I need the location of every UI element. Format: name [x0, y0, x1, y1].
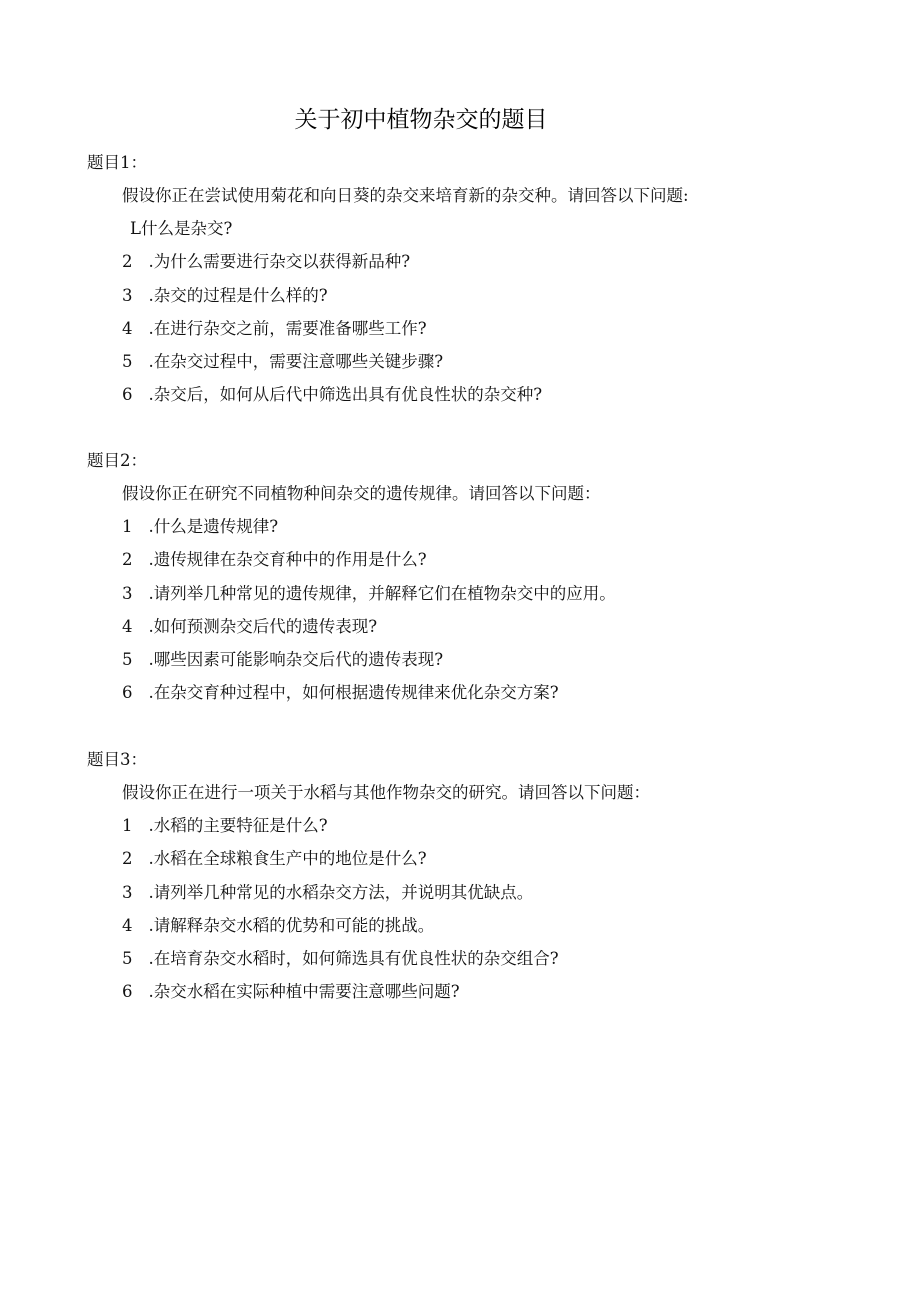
question-number: 4 [122, 616, 133, 636]
question-text: .请列举几种常见的水稻杂交方法，并说明其优缺点。 [148, 882, 534, 902]
question-number: 1 [122, 517, 133, 536]
question-item [122, 582, 616, 615]
question-list [122, 515, 616, 715]
question-item [122, 383, 542, 416]
document-title: 关于初中植物杂交的题目 [294, 107, 548, 133]
question-item [122, 847, 559, 880]
question-number: 5 [122, 352, 133, 372]
question-number: 4 [122, 915, 133, 935]
question-item [122, 814, 559, 847]
question-number: 3 [122, 583, 133, 603]
question-text: .水稻在全球粮食生产中的地位是什么? [148, 849, 427, 869]
question-number: 1 [122, 816, 133, 835]
question-number: 6 [122, 683, 133, 703]
question-number: 6 [122, 982, 133, 1002]
section-heading: 题目1： [87, 153, 147, 172]
question-text: .在杂交育种过程中，如何根据遗传规律来优化杂交方案? [148, 683, 559, 703]
question-text: .如何预测杂交后代的遗传表现? [148, 616, 378, 636]
section-heading: 题目2： [87, 451, 147, 470]
question-item [122, 881, 559, 914]
question-item [122, 914, 559, 947]
question-item [122, 681, 616, 714]
question-item [122, 548, 616, 581]
question-item [122, 250, 542, 283]
question-number: 2 [122, 550, 133, 570]
question-text: .杂交后，如何从后代中筛选出具有优良性状的杂交种? [148, 385, 543, 405]
question-text: .遗传规律在杂交育种中的作用是什么? [148, 550, 427, 570]
section-intro: 假设你正在研究不同植物种间杂交的遗传规律。请回答以下问题： [122, 484, 601, 503]
question-item [122, 515, 616, 548]
question-text: .在进行杂交之前，需要准备哪些工作? [148, 318, 427, 338]
question-number: 5 [122, 949, 133, 969]
question-text: .为什么需要进行杂交以获得新品种? [148, 252, 411, 272]
question-list [122, 217, 542, 417]
question-text: .哪些因素可能影响杂交后代的遗传表现? [148, 650, 444, 670]
section-heading: 题目3： [87, 750, 147, 769]
question-text: .在杂交过程中，需要注意哪些关键步骤? [148, 352, 444, 372]
question-text: L什么是杂交? [130, 219, 233, 238]
question-list [122, 814, 559, 1014]
question-item [122, 615, 616, 648]
question-item [122, 947, 559, 980]
question-item [122, 980, 559, 1013]
question-text: .水稻的主要特征是什么? [148, 816, 328, 835]
question-item [122, 350, 542, 383]
question-item [122, 217, 542, 250]
question-text: .请解释杂交水稻的优势和可能的挑战。 [148, 915, 435, 935]
question-number: 4 [122, 318, 133, 338]
question-text: .在培育杂交水稻时，如何筛选具有优良性状的杂交组合? [148, 949, 559, 969]
section-intro: 假设你正在尝试使用菊花和向日葵的杂交来培育新的杂交种。请回答以下问题: [122, 186, 689, 205]
question-number: 3 [122, 285, 133, 305]
question-text: .什么是遗传规律? [148, 517, 279, 536]
question-number: 3 [122, 882, 133, 902]
question-text: .杂交水稻在实际种植中需要注意哪些问题? [148, 982, 460, 1002]
question-text: .杂交的过程是什么样的? [148, 285, 328, 305]
question-number: 5 [122, 650, 133, 670]
question-number: 2 [122, 252, 133, 272]
question-text: .请列举几种常见的遗传规律，并解释它们在植物杂交中的应用。 [148, 583, 616, 603]
question-number: 6 [122, 385, 133, 405]
section-intro: 假设你正在进行一项关于水稻与其他作物杂交的研究。请回答以下问题： [122, 783, 650, 802]
question-item [122, 317, 542, 350]
question-item [122, 648, 616, 681]
question-item [122, 284, 542, 317]
question-number: 2 [122, 849, 133, 869]
